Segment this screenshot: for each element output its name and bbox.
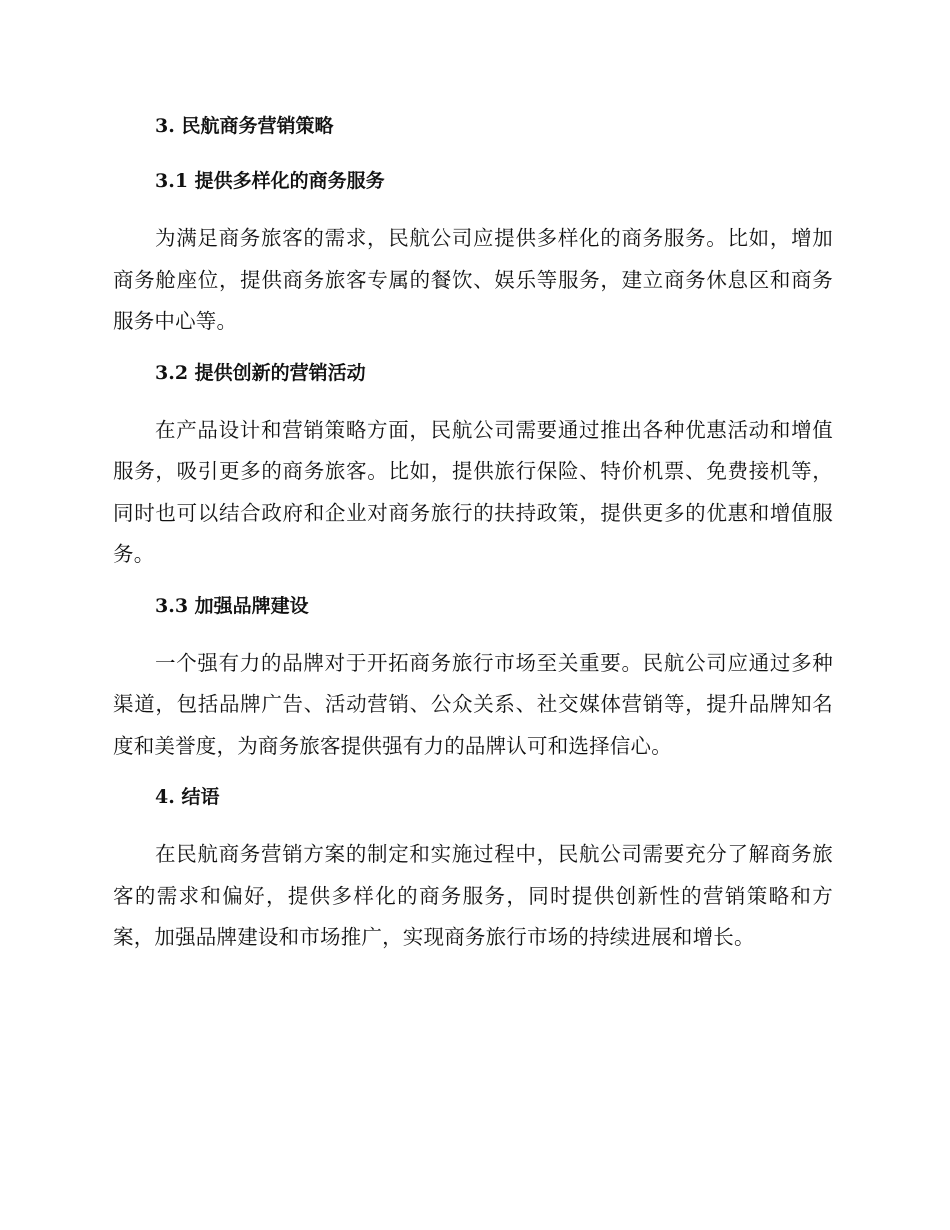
- section-heading-3-2: 3.2 提供创新的营销活动: [155, 361, 366, 384]
- section-heading-3: 3. 民航商务营销策略: [155, 115, 334, 137]
- section-heading-4: 4. 结语: [155, 786, 220, 808]
- section-heading-3-1: 3.1 提供多样化的商务服务: [155, 170, 385, 192]
- document-body: [113, 108, 833, 971]
- section-paragraph-4: 在民航商务营销方案的制定和实施过程中，民航公司需要充分了解商务旅客的需求和偏好，提供多样化的商务服务，同时提供创新性的营销策略和方案，加强品牌建设和市场推广，实现商务旅行市场的持续进展和增长。: [113, 842, 833, 949]
- section-paragraph-3-3: 一个强有力的品牌对于开拓商务旅行市场至关重要。民航公司应通过多种渠道，包括品牌广告、活动营销、公众关系、社交媒体营销等，提升品牌知名度和美誉度，为商务旅客提供强有力的品牌认可和选择信心。: [113, 650, 833, 758]
- section-paragraph-3-1: 为满足商务旅客的需求，民航公司应提供多样化的商务服务。比如，增加商务舱座位，提供商务旅客专属的餐饮、娱乐等服务，建立商务休息区和商务服务中心等。: [113, 226, 833, 333]
- section-paragraph-3-2: 在产品设计和营销策略方面，民航公司需要通过推出各种优惠活动和增值服务，吸引更多的商务旅客。比如，提供旅行保险、特价机票、免费接机等，同时也可以结合政府和企业对商务旅行的扶持政策，提供更多的优惠和增值服务。: [113, 417, 833, 566]
- section-heading-3-3: 3.3 加强品牌建设: [155, 594, 309, 617]
